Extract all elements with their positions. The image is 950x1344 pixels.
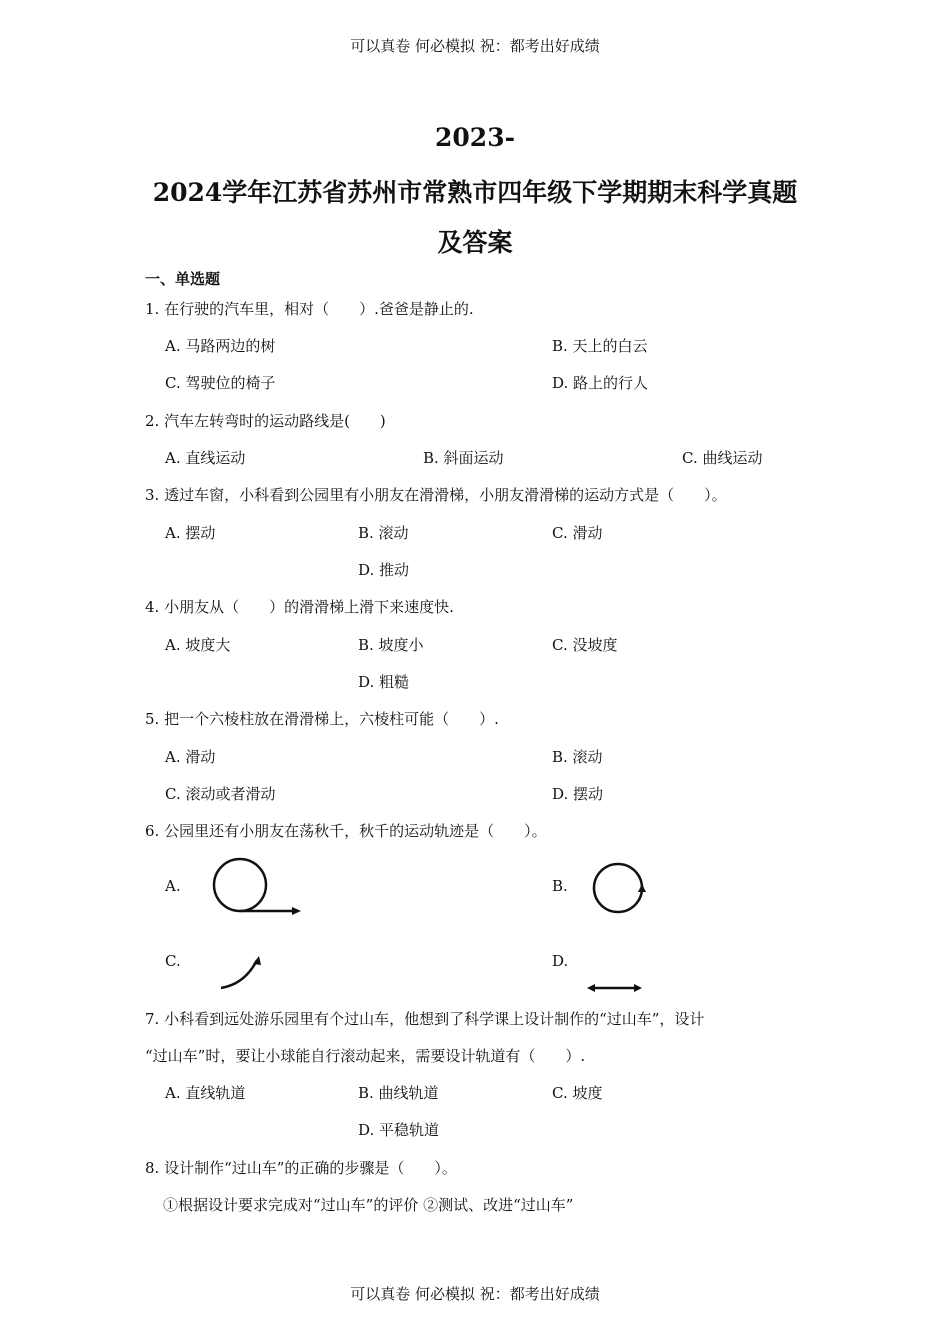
trajectory-double-arrow-diagram (585, 978, 645, 998)
question-8-steps: ①根据设计要求完成对“过山车”的评价 ②测试、改进“过山车” (163, 1196, 574, 1214)
question-8: 8. 设计制作“过山车”的正确的步骤是（ ）。 (145, 1159, 457, 1177)
question-7-line-2: “过山车”时，要让小球能自行滚动起来，需要设计轨道有（ ）. (145, 1047, 586, 1065)
q4-option-d[interactable]: D. 粗糙 (358, 673, 410, 691)
q5-option-a[interactable]: A. 滑动 (165, 748, 216, 766)
q5-option-b[interactable]: B. 滚动 (552, 748, 603, 766)
q1-option-a[interactable]: A. 马路两边的树 (165, 337, 276, 355)
q7-option-c[interactable]: C. 坡度 (552, 1084, 603, 1102)
page-header: 可以真卷 何必模拟 祝：都考出好成绩 (350, 37, 600, 55)
q3-option-b[interactable]: B. 滚动 (358, 524, 409, 542)
q6-option-c[interactable]: C. (165, 952, 181, 970)
page-footer: 可以真卷 何必模拟 祝：都考出好成绩 (350, 1285, 600, 1303)
q4-option-a[interactable]: A. 坡度大 (165, 636, 231, 654)
question-5: 5. 把一个六棱柱放在滑滑梯上，六棱柱可能（ ）. (145, 710, 499, 728)
trajectory-arc-diagram (215, 950, 270, 995)
title-line-2: 2024学年江苏省苏州市常熟市四年级下学期期末科学真题 (152, 178, 798, 207)
q2-option-c[interactable]: C. 曲线运动 (682, 449, 763, 467)
question-7: 7. 小科看到远处游乐园里有个过山车，他想到了科学课上设计制作的“过山车”，设计 (145, 1010, 705, 1028)
q7-option-a[interactable]: A. 直线轨道 (165, 1084, 246, 1102)
question-4: 4. 小朋友从（ ）的滑滑梯上滑下来速度快. (145, 598, 454, 616)
q3-option-d[interactable]: D. 推动 (358, 561, 410, 579)
q5-option-c[interactable]: C. 滚动或者滑动 (165, 785, 276, 803)
q4-option-c[interactable]: C. 没坡度 (552, 636, 618, 654)
q4-option-b[interactable]: B. 坡度小 (358, 636, 424, 654)
q2-option-b[interactable]: B. 斜面运动 (423, 449, 504, 467)
section-heading: 一、单选题 (145, 270, 221, 288)
trajectory-loop-arrow-diagram (205, 855, 310, 920)
q1-option-c[interactable]: C. 驾驶位的椅子 (165, 374, 276, 392)
question-6: 6. 公园里还有小朋友在荡秋千，秋千的运动轨迹是（ ）。 (145, 822, 547, 840)
q5-option-d[interactable]: D. 摆动 (552, 785, 604, 803)
q6-option-b[interactable]: B. (552, 877, 568, 895)
title-line-3: 及答案 (437, 228, 513, 257)
q6-option-a[interactable]: A. (165, 877, 181, 895)
q6-option-d[interactable]: D. (552, 952, 569, 970)
q7-option-d[interactable]: D. 平稳轨道 (358, 1121, 440, 1139)
q3-option-c[interactable]: C. 滑动 (552, 524, 603, 542)
q1-option-b[interactable]: B. 天上的白云 (552, 337, 648, 355)
q2-option-a[interactable]: A. 直线运动 (165, 449, 246, 467)
title-line-1: 2023- (435, 123, 515, 152)
q3-option-a[interactable]: A. 摆动 (165, 524, 216, 542)
question-3: 3. 透过车窗，小科看到公园里有小朋友在滑滑梯，小朋友滑滑梯的运动方式是（ ）。 (145, 486, 727, 504)
question-1: 1. 在行驶的汽车里，相对（ ）.爸爸是静止的. (145, 300, 474, 318)
trajectory-circle-diagram (590, 858, 650, 918)
question-2: 2. 汽车左转弯时的运动路线是( ) (145, 412, 386, 430)
q1-option-d[interactable]: D. 路上的行人 (552, 374, 649, 392)
q7-option-b[interactable]: B. 曲线轨道 (358, 1084, 439, 1102)
